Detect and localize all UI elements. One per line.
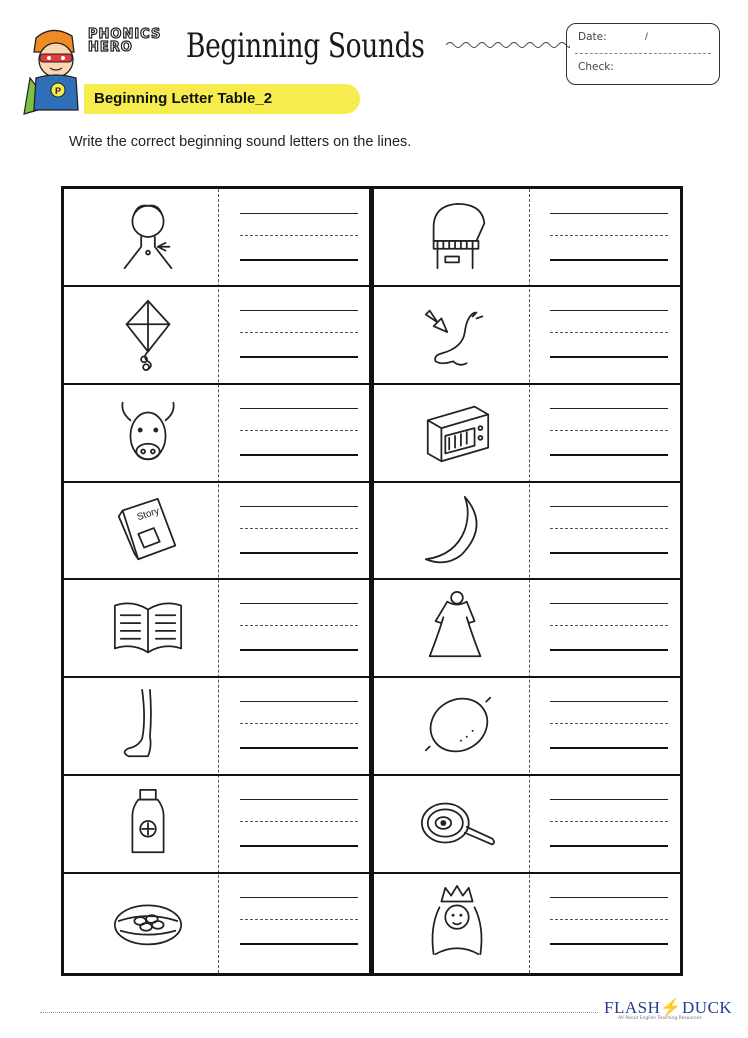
top-line bbox=[240, 408, 358, 409]
piano-icon bbox=[418, 198, 496, 276]
toaster-oven-picture bbox=[403, 388, 511, 476]
phonics-hero-mascot-icon bbox=[22, 26, 90, 120]
nose-icon bbox=[418, 295, 496, 373]
toaster-oven-icon bbox=[418, 393, 496, 471]
top-line bbox=[240, 701, 358, 702]
writing-lines[interactable] bbox=[240, 205, 358, 265]
cow-picture bbox=[94, 388, 202, 476]
writing-lines[interactable] bbox=[550, 791, 668, 851]
writing-lines[interactable] bbox=[240, 693, 358, 753]
dress-picture bbox=[403, 583, 511, 671]
writing-lines[interactable] bbox=[550, 302, 668, 362]
top-line bbox=[550, 701, 668, 702]
kite-picture bbox=[94, 290, 202, 378]
date-label: Date: bbox=[578, 31, 607, 43]
midline-dashed bbox=[240, 723, 358, 724]
top-line bbox=[240, 310, 358, 311]
cow-icon bbox=[109, 393, 187, 471]
nest-picture bbox=[94, 877, 202, 965]
logo-part1: FLASH bbox=[604, 998, 661, 1017]
brand-line1: PHONICS bbox=[88, 27, 162, 42]
midline-dashed bbox=[550, 430, 668, 431]
midline-dashed bbox=[550, 821, 668, 822]
dress-icon bbox=[418, 588, 496, 666]
baseline bbox=[240, 454, 358, 456]
writing-lines[interactable] bbox=[550, 205, 668, 265]
baseline bbox=[240, 356, 358, 358]
lemon-icon bbox=[418, 686, 496, 764]
top-line bbox=[240, 603, 358, 604]
nest-icon bbox=[109, 882, 187, 960]
top-line bbox=[240, 897, 358, 898]
lightning-bolt-icon: ⚡ bbox=[660, 998, 683, 1017]
check-label: Check: bbox=[578, 61, 614, 73]
queen-picture bbox=[403, 877, 511, 965]
writing-lines[interactable] bbox=[240, 302, 358, 362]
top-line bbox=[550, 506, 668, 507]
logo-tagline: All About English Teaching Resources bbox=[618, 1016, 702, 1021]
baseline bbox=[240, 747, 358, 749]
baseline bbox=[550, 356, 668, 358]
midline-dashed bbox=[240, 919, 358, 920]
midline-dashed bbox=[550, 625, 668, 626]
baseline bbox=[240, 552, 358, 554]
top-line bbox=[240, 506, 358, 507]
date-divider bbox=[575, 53, 711, 54]
midline-dashed bbox=[240, 625, 358, 626]
writing-lines[interactable] bbox=[550, 595, 668, 655]
midline-dashed bbox=[240, 430, 358, 431]
frying-pan-picture bbox=[403, 779, 511, 867]
midline-dashed bbox=[240, 528, 358, 529]
crescent-moon-icon bbox=[418, 491, 496, 569]
midline-dashed bbox=[550, 235, 668, 236]
lotion-bottle-icon bbox=[109, 784, 187, 862]
baseline bbox=[240, 943, 358, 945]
right-column-divider bbox=[529, 189, 530, 973]
crescent-moon-picture bbox=[403, 486, 511, 574]
baseline bbox=[550, 552, 668, 554]
writing-lines[interactable] bbox=[240, 498, 358, 558]
open-book-icon bbox=[109, 588, 187, 666]
baseline bbox=[240, 259, 358, 261]
midline-dashed bbox=[240, 235, 358, 236]
footer-dotted-line bbox=[40, 1012, 598, 1013]
top-line bbox=[240, 799, 358, 800]
neck-picture bbox=[94, 193, 202, 281]
top-line bbox=[550, 603, 668, 604]
svg-text:P: P bbox=[55, 86, 62, 96]
frying-pan-icon bbox=[418, 784, 496, 862]
logo-part2: DUCK bbox=[682, 998, 733, 1017]
date-check-box bbox=[566, 23, 720, 85]
worksheet-subtitle: Beginning Letter Table_2 bbox=[94, 90, 273, 107]
baseline bbox=[550, 747, 668, 749]
leg-picture bbox=[94, 681, 202, 769]
writing-lines[interactable] bbox=[550, 400, 668, 460]
top-line bbox=[550, 897, 668, 898]
storybook-icon bbox=[109, 491, 187, 569]
midline-dashed bbox=[550, 528, 668, 529]
midline-dashed bbox=[550, 919, 668, 920]
baseline bbox=[550, 943, 668, 945]
midline-dashed bbox=[550, 332, 668, 333]
top-line bbox=[550, 408, 668, 409]
top-line bbox=[550, 310, 668, 311]
midline-dashed bbox=[550, 723, 668, 724]
baseline bbox=[550, 259, 668, 261]
left-column-divider bbox=[218, 189, 219, 973]
phonics-hero-logo bbox=[88, 28, 161, 54]
squiggle-decoration bbox=[446, 36, 570, 52]
open-book-picture bbox=[94, 583, 202, 671]
midline-dashed bbox=[240, 821, 358, 822]
brand-line2: HERO bbox=[88, 40, 133, 55]
writing-lines[interactable] bbox=[550, 889, 668, 949]
leg-icon bbox=[109, 686, 187, 764]
baseline bbox=[550, 649, 668, 651]
storybook-picture bbox=[94, 486, 202, 574]
neck-icon bbox=[109, 198, 187, 276]
writing-lines[interactable] bbox=[240, 595, 358, 655]
writing-lines[interactable] bbox=[550, 498, 668, 558]
piano-picture bbox=[403, 193, 511, 281]
top-line bbox=[550, 213, 668, 214]
baseline bbox=[550, 454, 668, 456]
flash-duck-logo bbox=[604, 998, 732, 1018]
lemon-picture bbox=[403, 681, 511, 769]
writing-lines[interactable] bbox=[550, 693, 668, 753]
queen-icon bbox=[418, 882, 496, 960]
instructions: Write the correct beginning sound letters on the lines. bbox=[69, 134, 412, 150]
center-column-divider bbox=[369, 186, 374, 976]
kite-icon bbox=[109, 295, 187, 373]
lotion-bottle-picture bbox=[94, 779, 202, 867]
baseline bbox=[240, 845, 358, 847]
top-line bbox=[550, 799, 668, 800]
writing-lines[interactable] bbox=[240, 889, 358, 949]
baseline bbox=[240, 649, 358, 651]
nose-picture bbox=[403, 290, 511, 378]
baseline bbox=[550, 845, 668, 847]
date-separator: / bbox=[645, 31, 648, 43]
svg-text:Story: Story bbox=[135, 505, 161, 524]
top-line bbox=[240, 213, 358, 214]
writing-lines[interactable] bbox=[240, 791, 358, 851]
writing-lines[interactable] bbox=[240, 400, 358, 460]
midline-dashed bbox=[240, 332, 358, 333]
page-title: Beginning Sounds bbox=[186, 26, 425, 66]
